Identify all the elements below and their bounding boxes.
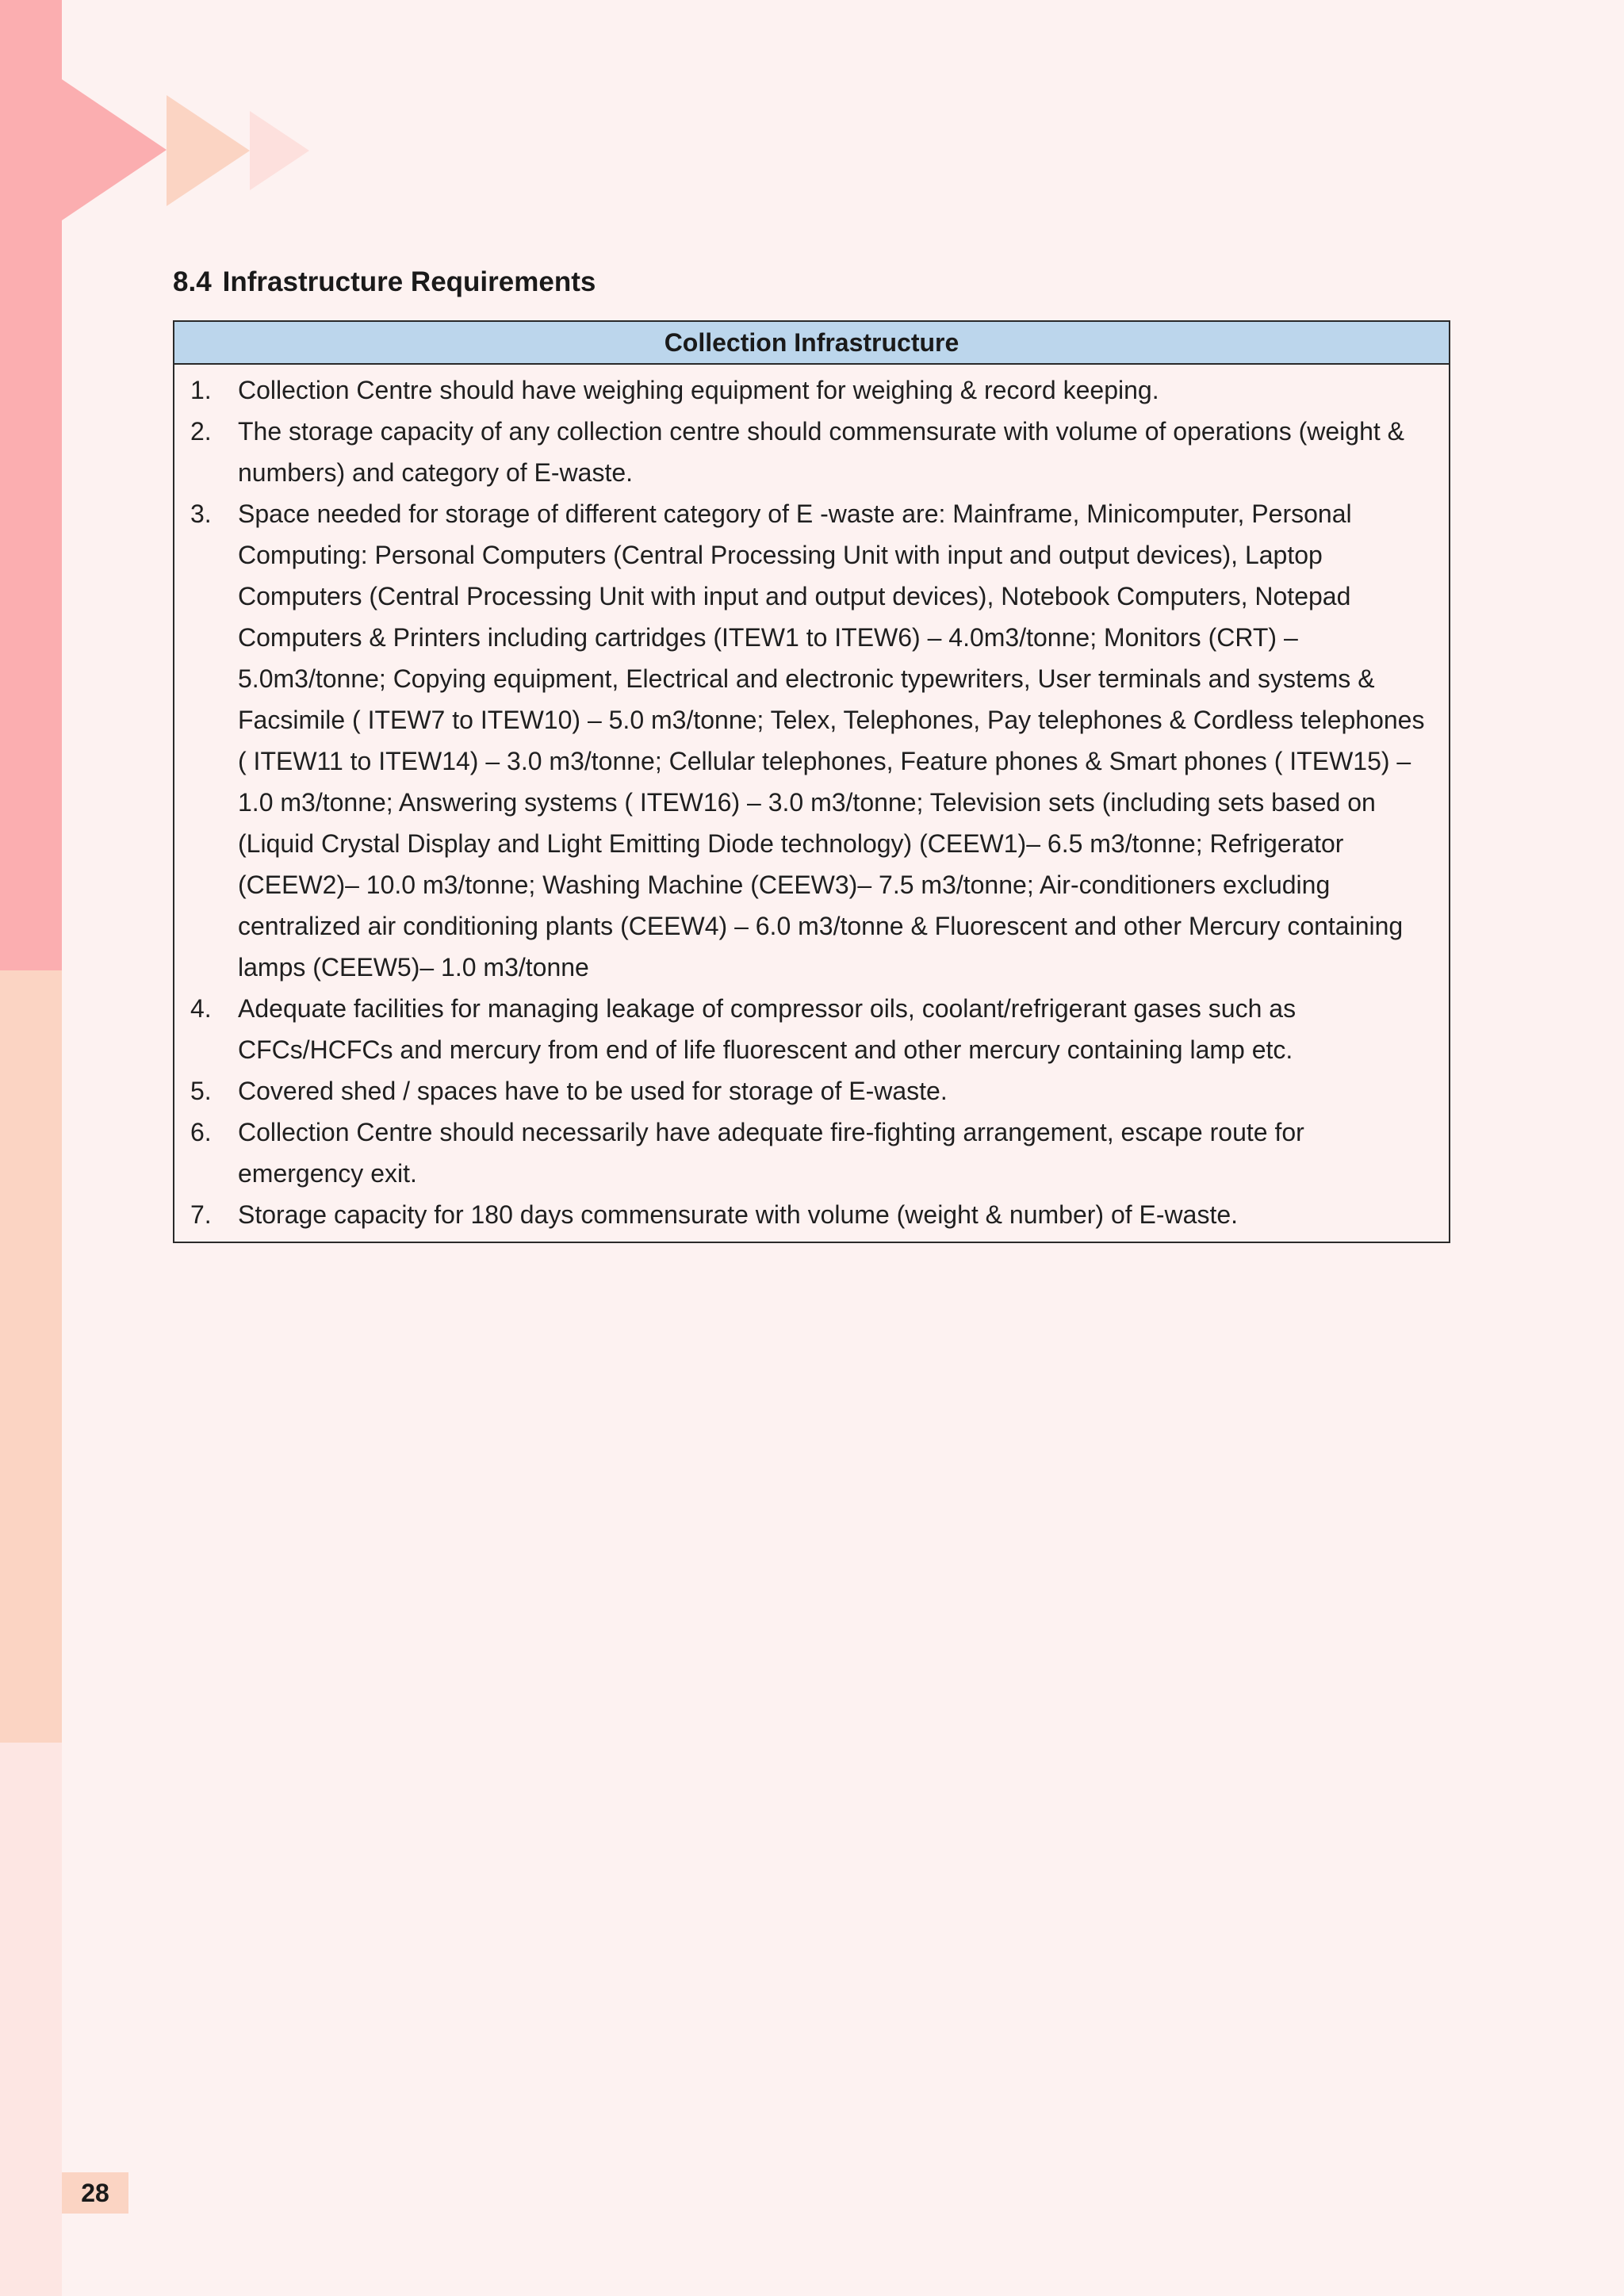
decorative-arrows-icon	[0, 79, 333, 230]
section-number: 8.4	[173, 266, 212, 297]
item-number: 6.	[190, 1118, 212, 1146]
item-text: The storage capacity of any collection centre should commensurate with volume of operations (weight & numbers) and category of E-waste.	[238, 417, 1404, 487]
list-item	[174, 1070, 1436, 1112]
item-number: 3.	[190, 499, 212, 528]
section-title: Infrastructure Requirements	[222, 266, 596, 297]
list-item	[174, 411, 1436, 493]
item-number: 7.	[190, 1200, 212, 1229]
table-header: Collection Infrastructure	[174, 322, 1449, 365]
list-item	[174, 1112, 1436, 1194]
item-text: Covered shed / spaces have to be used for storage of E-waste.	[238, 1077, 948, 1105]
section-heading	[173, 266, 596, 298]
item-number: 1.	[190, 376, 212, 404]
sidebar-band-light	[0, 1743, 62, 2296]
list-item	[174, 369, 1436, 411]
item-number: 5.	[190, 1077, 212, 1105]
item-text: Adequate facilities for managing leakage of compressor oils, coolant/refrigerant gases such as CFCs/HCFCs and mercury from end of life fluorescent and other mercury containing lamp etc.	[238, 994, 1297, 1064]
list-item	[174, 493, 1436, 988]
sidebar-band-peach	[0, 970, 62, 1743]
item-text: Storage capacity for 180 days commensurate with volume (weight & number) of E-waste.	[238, 1200, 1239, 1229]
item-number: 4.	[190, 994, 212, 1023]
collection-infrastructure-table	[173, 320, 1450, 1243]
item-text: Collection Centre should necessarily have adequate fire-fighting arrangement, escape route for emergency exit.	[238, 1118, 1304, 1188]
requirements-list	[174, 365, 1449, 1242]
item-text: Collection Centre should have weighing equipment for weighing & record keeping.	[238, 376, 1159, 404]
page-number: 28	[62, 2172, 128, 2214]
list-item	[174, 988, 1436, 1070]
item-text: Space needed for storage of different category of E -waste are: Mainframe, Minicomputer, Personal Computing: Personal Computers (Central Processing Unit with input and output devices), Laptop Computers (Central Processing Unit with input and output devices), Notebook Computers, Notepad Computers & Printers including cartridges (ITEW1 to ITEW6) – 4.0m3/tonne; Monitors (CRT) – 5.0m3/tonne; Copying equipment, Electrical and electronic typewriters, User terminals and systems & Facsimile ( ITEW7 to ITEW10) – 5.0 m3/tonne; Telex, Telephones, Pay telephones & Cordless telephones ( ITEW11 to ITEW14) – 3.0 m3/tonne; Cellular telephones, Feature phones & Smart phones ( ITEW15) – 1.0 m3/tonne; Answering systems ( ITEW16) – 3.0 m3/tonne; Television sets (including sets based on (Liquid Crystal Display and Light Emitting Diode technology) (CEEW1)– 6.5 m3/tonne; Refrigerator (CEEW2)– 10.0 m3/tonne; Washing Machine (CEEW3)– 7.5 m3/tonne; Air-conditioners excluding centralized air conditioning plants (CEEW4) – 6.0 m3/tonne & Fluorescent and other Mercury containing lamps (CEEW5)– 1.0 m3/tonne	[238, 499, 1425, 982]
item-number: 2.	[190, 417, 212, 446]
list-item	[174, 1194, 1436, 1235]
